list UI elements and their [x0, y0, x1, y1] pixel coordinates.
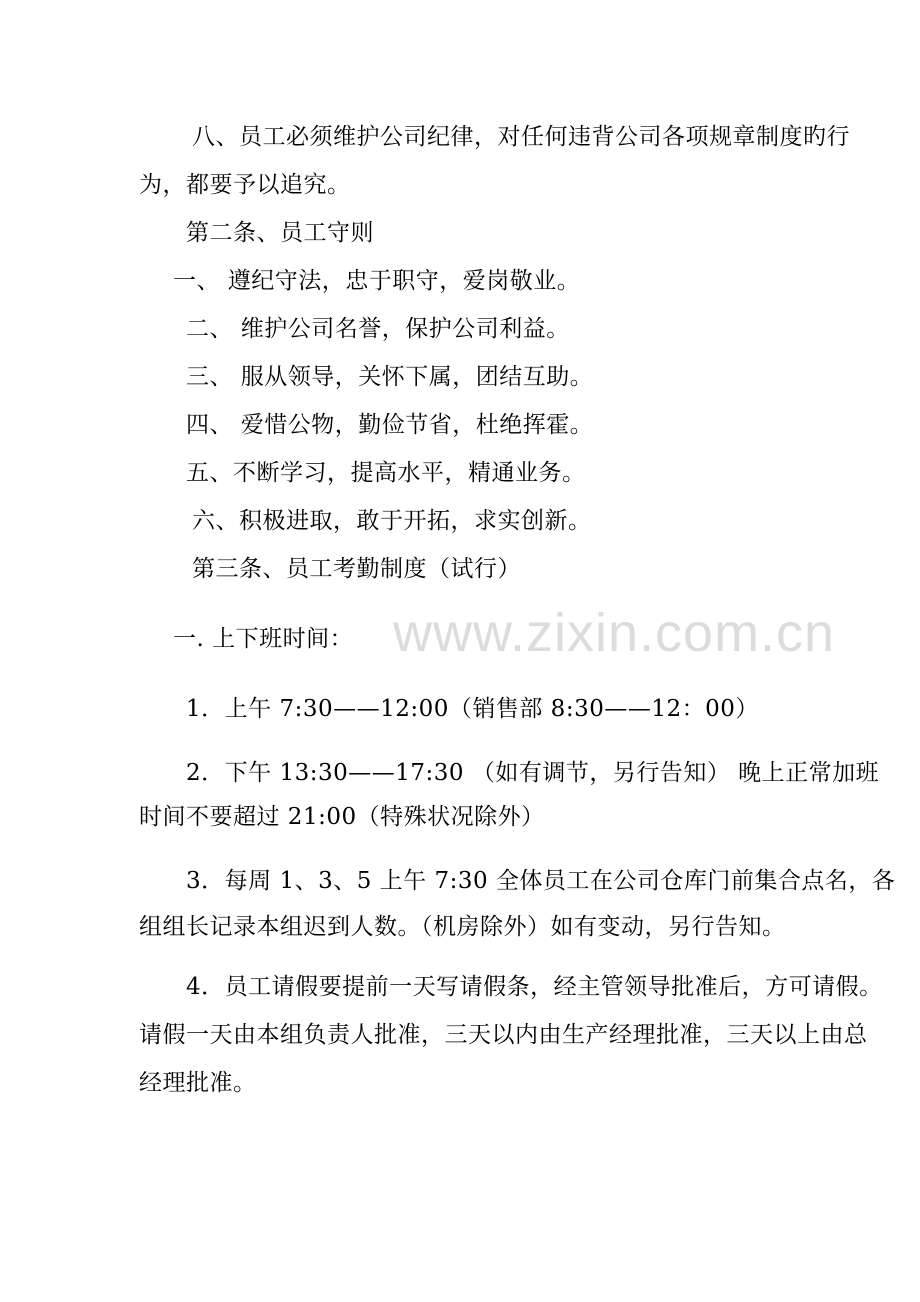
hours-item-1: 1．上午 7:30——12:00（销售部 8:30——12：00） — [186, 696, 759, 722]
code-item-1: 一、 遵纪守法，忠于职守，爱岗敬业。 — [173, 268, 581, 294]
code-item-2: 二、 维护公司名誉，保护公司利益。 — [186, 316, 570, 342]
hours-item-2-line-2: 时间不要超过 21:00（特殊状况除外） — [139, 804, 545, 830]
code-item-3: 三、 服从领导，关怀下属，团结互助。 — [186, 364, 594, 390]
work-hours-heading: 一. 上下班时间： — [173, 626, 354, 652]
watermark: www.zixin.com.cn — [393, 603, 836, 663]
article-2-heading: 第二条、员工守则 — [186, 220, 374, 246]
rule-8-line-2: 为，都要予以追究。 — [139, 172, 351, 198]
hours-item-4-line-1: 4．员工请假要提前一天写请假条，经主管领导批准后，方可请假。 — [186, 974, 883, 1000]
hours-item-4-line-3: 经理批准。 — [139, 1070, 257, 1096]
hours-item-3-line-1: 3．每周 1、3、5 上午 7:30 全体员工在公司仓库门前集合点名，各 — [186, 868, 896, 894]
rule-8-line-1: 八、员工必须维护公司纪律，对任何违背公司各项规章制度旳行 — [192, 124, 850, 150]
code-item-4: 四、 爱惜公物，勤俭节省，杜绝挥霍。 — [186, 412, 594, 438]
article-3-heading: 第三条、员工考勤制度（试行） — [192, 556, 521, 582]
code-item-5: 五、不断学习，提高水平，精通业务。 — [186, 460, 586, 486]
hours-item-3-line-2: 组组长记录本组迟到人数。（机房除外）如有变动，另行告知。 — [139, 914, 786, 940]
hours-item-2-line-1: 2．下午 13:30——17:30 （如有调节，另行告知） 晚上正常加班 — [186, 760, 880, 786]
hours-item-4-line-2: 请假一天由本组负责人批准，三天以内由生产经理批准，三天以上由总 — [139, 1022, 868, 1048]
code-item-6: 六、积极进取，敢于开拓，求实创新。 — [192, 508, 592, 534]
